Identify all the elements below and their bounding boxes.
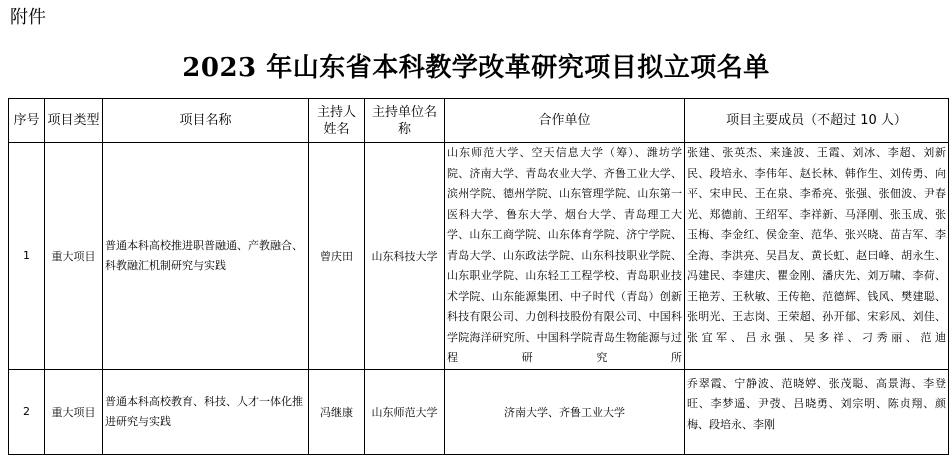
cell-members: 张建、张英杰、来逢波、王霞、刘冰、李超、刘新民、段培永、李伟年、赵长林、韩作生、刘传勇、向平、宋申民、王在泉、李希亮、张强、张佃波、尹春光、郑德前、王绍军、李祥新、马泽刚、张玉成、张玉梅、李金红、侯金奎、范华、张兴晓、苗吉军、李全海、李洪亮、吴昌友、黄长虹、赵曰峰、胡永生、冯建民、李建庆、瞿金刚、潘庆先、刘万啸、李荷、王艳芳、王秋敏、王传艳、范德辉、钱风、樊建聪、张明光、王志岗、王荣超、孙开郁、宋彩凤、刘佳、张宜军、吕永强、吴多祥、刁秀丽、范迪 (685, 143, 949, 370)
cell-partner: 济南大学、齐鲁工业大学 (445, 369, 685, 454)
cell-host: 冯继康 (309, 369, 365, 454)
cell-type: 重大项目 (45, 143, 103, 370)
header-name: 项目名称 (103, 99, 309, 143)
cell-unit: 山东科技大学 (365, 143, 445, 370)
attachment-label: 附件 (10, 7, 46, 28)
cell-no: 2 (9, 369, 45, 454)
cell-partner: 山东师范大学、空天信息大学（筹）、潍坊学院、济南大学、青岛农业大学、齐鲁工业大学、滨州学院、德州学院、山东管理学院、山东第一医科大学、鲁东大学、烟台大学、青岛理工大学、山东工商学院、山东体育学院、济宁学院、青岛大学、山东政法学院、山东科技职业学院、山东职业学院、山东轻工工程学校、青岛职业技术学院、山东能源集团、中子时代（青岛）创新科技有限公司、力创科技股份有限公司、中国科学院海洋研究所、中国科学院青岛生物能源与过程研究所 (445, 143, 685, 370)
cell-project-name: 普通本科高校教育、科技、人才一体化推进研究与实践 (103, 369, 309, 454)
table-header-row (9, 99, 949, 143)
header-unit: 主持单位名称 (365, 99, 445, 143)
cell-host: 曾庆田 (309, 143, 365, 370)
cell-unit: 山东师范大学 (365, 369, 445, 454)
table-row (9, 143, 949, 370)
header-host: 主持人姓名 (309, 99, 365, 143)
header-members: 项目主要成员（不超过 10 人） (685, 99, 949, 143)
header-partner: 合作单位 (445, 99, 685, 143)
document-title: 2023 年山东省本科教学改革研究项目拟立项名单 (182, 53, 770, 83)
cell-type: 重大项目 (45, 369, 103, 454)
header-type: 项目类型 (45, 99, 103, 143)
header-no: 序号 (9, 99, 45, 143)
cell-members: 乔翠霞、宁静波、范晓婷、张茂聪、高景海、李登旺、李梦遥、尹弢、吕晓勇、刘宗明、陈贞翔、颜梅、段培永、李刚 (685, 369, 949, 454)
project-table (8, 98, 949, 455)
cell-no: 1 (9, 143, 45, 370)
table-row (9, 369, 949, 454)
cell-project-name: 普通本科高校推进职普融通、产教融合、科教融汇机制研究与实践 (103, 143, 309, 370)
